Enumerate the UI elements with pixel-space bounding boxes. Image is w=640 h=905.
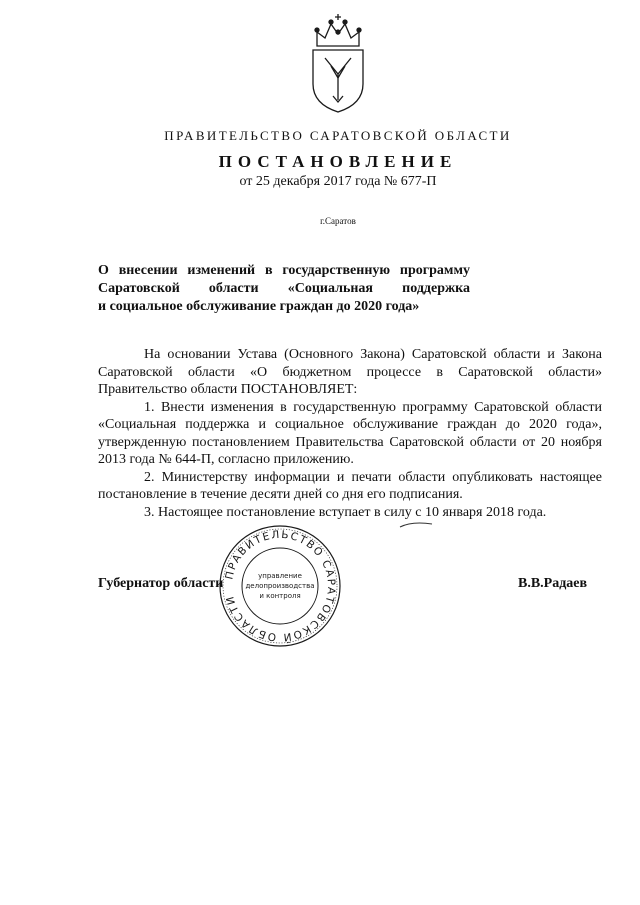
document-city: г.Саратов xyxy=(320,216,356,226)
signatory-position: Губернатор области xyxy=(98,576,224,591)
document-body xyxy=(98,346,602,521)
document-type-title: ПОСТАНОВЛЕНИЕ xyxy=(218,152,458,171)
seal-ring-text: ПРАВИТЕЛЬСТВО САРАТОВСКОЙ ОБЛАСТИ xyxy=(223,528,338,644)
official-seal-stamp xyxy=(218,524,342,648)
issuing-authority: ПРАВИТЕЛЬСТВО САРАТОВСКОЙ ОБЛАСТИ xyxy=(164,128,512,143)
subject-line: и социальное обслуживание граждан до 2020 года» xyxy=(98,299,420,314)
signatory-name: В.В.Радаев xyxy=(518,576,588,591)
seal-center-text: и контроля xyxy=(259,592,301,600)
subject-line: Саратовской области «Социальная поддержка xyxy=(98,281,470,296)
body-paragraph: На основании Устава (Основного Закона) Саратовской области и Закона Саратовской области «О бюджетном процессе в Саратовской области» Правительство области ПОСТАНОВЛЯЕТ: xyxy=(98,347,602,397)
seal-center-text: управление xyxy=(258,572,302,580)
subject-line: О внесении изменений в государственную программу xyxy=(98,263,470,278)
coat-of-arms-emblem xyxy=(303,8,373,114)
body-paragraph: 1. Внести изменения в государственную программу Саратовской области «Социальная поддержка и социальное обслуживание граждан до 2020 года», утвержденную постановлением Правительства Саратовской области от 20 ноября 2013 года № 644-П, согласно приложению. xyxy=(98,399,602,467)
document-subject xyxy=(98,262,470,316)
document-date-number: от 25 декабря 2017 года № 677-П xyxy=(239,174,437,189)
body-paragraph: 3. Настоящее постановление вступает в силу с 10 января 2018 года. xyxy=(144,504,547,520)
pen-mark xyxy=(398,520,434,530)
seal-center-text: делопроизводства xyxy=(245,582,315,590)
body-paragraph: 2. Министерству информации и печати области опубликовать настоящее постановление в течение десяти дней со дня его подписания. xyxy=(98,469,602,502)
